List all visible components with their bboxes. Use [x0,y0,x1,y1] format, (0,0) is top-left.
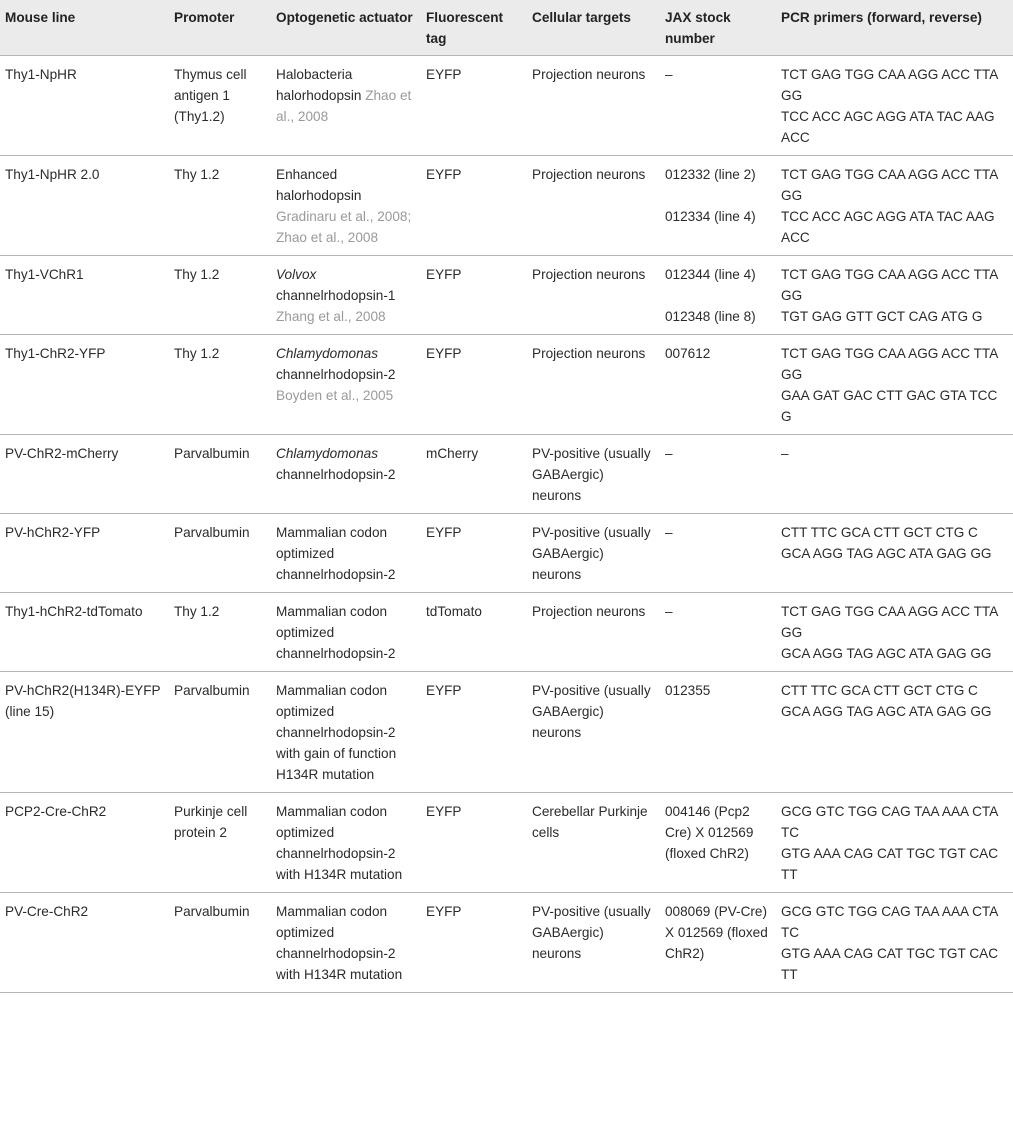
pcr-reverse-primer: GCA AGG TAG AGC ATA GAG GG [781,646,992,661]
jax-stock-number: 012355 [665,683,711,698]
cell-fluorescent-tag: EYFP [426,525,462,540]
actuator-reference: Zhao et al., 2008 [276,88,412,124]
jax-stock-number: – [665,446,673,461]
cell-actuator [271,435,421,514]
cell-actuator [271,672,421,793]
pcr-reverse-primer: TCC ACC AGC AGG ATA TAC AAG ACC [781,109,995,145]
actuator-name: Mammalian codon optimized channelrhodopsin-2 [276,525,396,582]
jax-stock-number: – [665,525,673,540]
cell-jax-stock [660,893,776,993]
table-row [0,335,1013,435]
cell-cellular-targets: Projection neurons [532,346,646,361]
cell-fluorescent-tag: EYFP [426,804,462,819]
cell-jax-stock [660,256,776,335]
cell-fluorescent-tag: EYFP [426,167,462,182]
actuator-name: channelrhodopsin-2 [276,367,396,382]
cell-fluorescent-tag: tdTomato [426,604,482,619]
pcr-forward-primer: TCT GAG TGG CAA AGG ACC TTA GG [781,604,998,640]
cell-cellular-targets: PV-positive (usually GABAergic) neurons [532,446,651,503]
header-promoter: Promoter [174,10,235,25]
cell-mouse-line: PCP2-Cre-ChR2 [5,804,107,819]
cell-fluorescent-tag: mCherry [426,446,479,461]
actuator-species: Volvox [276,267,317,282]
header-mouse-line: Mouse line [5,10,76,25]
pcr-forward-primer: GCG GTC TGG CAG TAA AAA CTA TC [781,804,998,840]
table-row [0,793,1013,893]
header-pcr-primers: PCR primers (forward, reverse) [781,10,982,25]
table-row [0,156,1013,256]
cell-actuator [271,593,421,672]
actuator-reference: Gradinaru et al., 2008; Zhao et al., 2008 [276,209,412,245]
pcr-reverse-primer: GTG AAA CAG CAT TGC TGT CAC TT [781,846,999,882]
cell-promoter: Thy 1.2 [174,167,220,182]
cell-fluorescent-tag: EYFP [426,346,462,361]
cell-cellular-targets: PV-positive (usually GABAergic) neurons [532,904,651,961]
table-row [0,514,1013,593]
cell-promoter: Parvalbumin [174,525,250,540]
cell-mouse-line: Thy1-ChR2-YFP [5,346,106,361]
cell-pcr-primers [776,256,1013,335]
cell-jax-stock [660,435,776,514]
cell-promoter: Thy 1.2 [174,346,220,361]
pcr-forward-primer: TCT GAG TGG CAA AGG ACC TTA GG [781,67,998,103]
cell-actuator [271,514,421,593]
cell-cellular-targets: Projection neurons [532,604,646,619]
actuator-name: channelrhodopsin-2 [276,467,396,482]
cell-promoter: Purkinje cell protein 2 [174,804,248,840]
pcr-forward-primer: TCT GAG TGG CAA AGG ACC TTA GG [781,346,998,382]
cell-cellular-targets: PV-positive (usually GABAergic) neurons [532,683,651,740]
cell-jax-stock [660,56,776,156]
actuator-reference: Boyden et al., 2005 [276,388,394,403]
jax-stock-number: 012344 (line 4) [665,267,756,282]
cell-fluorescent-tag: EYFP [426,904,462,919]
actuator-name: Halobacteria halorhodopsin [276,67,362,103]
table-row [0,56,1013,156]
cell-actuator [271,793,421,893]
pcr-reverse-primer: TGT GAG GTT GCT CAG ATG G [781,309,983,324]
jax-stock-number: 012334 (line 4) [665,209,756,224]
pcr-forward-primer: TCT GAG TGG CAA AGG ACC TTA GG [781,167,998,203]
cell-pcr-primers [776,514,1013,593]
header-jax-stock: JAX stock number [665,10,731,46]
actuator-name: Mammalian codon optimized channelrhodopsin-2 [276,604,396,661]
cell-mouse-line: PV-hChR2-YFP [5,525,101,540]
cell-promoter: Parvalbumin [174,683,250,698]
pcr-reverse-primer: GCA AGG TAG AGC ATA GAG GG [781,546,992,561]
pcr-reverse-primer: TCC ACC AGC AGG ATA TAC AAG ACC [781,209,995,245]
cell-mouse-line: PV-ChR2-mCherry [5,446,119,461]
cell-jax-stock [660,793,776,893]
table-row [0,435,1013,514]
pcr-reverse-primer: GTG AAA CAG CAT TGC TGT CAC TT [781,946,999,982]
cell-mouse-line: Thy1-VChR1 [5,267,84,282]
cell-pcr-primers [776,593,1013,672]
cell-fluorescent-tag: EYFP [426,683,462,698]
cell-actuator [271,56,421,156]
cell-promoter: Thy 1.2 [174,604,220,619]
cell-cellular-targets: PV-positive (usually GABAergic) neurons [532,525,651,582]
pcr-forward-primer: TCT GAG TGG CAA AGG ACC TTA GG [781,267,998,303]
cell-pcr-primers [776,56,1013,156]
table-row [0,893,1013,993]
cell-mouse-line: Thy1-NpHR 2.0 [5,167,100,182]
cell-promoter: Thy 1.2 [174,267,220,282]
pcr-forward-primer: CTT TTC GCA CTT GCT CTG C [781,525,978,540]
actuator-name: channelrhodopsin-1 [276,288,396,303]
cell-jax-stock [660,335,776,435]
jax-stock-number: 012332 (line 2) [665,167,756,182]
cell-jax-stock [660,672,776,793]
cell-pcr-primers [776,435,1013,514]
actuator-name: Mammalian codon optimized channelrhodopsin-2 with H134R mutation [276,904,403,982]
cell-promoter: Parvalbumin [174,904,250,919]
cell-mouse-line: PV-Cre-ChR2 [5,904,89,919]
pcr-forward-primer: CTT TTC GCA CTT GCT CTG C [781,683,978,698]
jax-stock-number: 012348 (line 8) [665,309,756,324]
header-actuator: Optogenetic actuator [276,10,413,25]
jax-stock-number: 008069 (PV-Cre) X 012569 (floxed ChR2) [665,904,768,961]
cell-jax-stock [660,514,776,593]
table-row [0,593,1013,672]
cell-cellular-targets: Projection neurons [532,67,646,82]
cell-pcr-primers [776,672,1013,793]
table-header-row [0,0,1013,56]
cell-fluorescent-tag: EYFP [426,67,462,82]
cell-mouse-line: Thy1-NpHR [5,67,77,82]
cell-mouse-line: Thy1-hChR2-tdTomato [5,604,143,619]
cell-promoter: Thymus cell antigen 1 (Thy1.2) [174,67,247,124]
cell-actuator [271,156,421,256]
actuator-name: Mammalian codon optimized channelrhodopsin-2 with gain of function H134R mutation [276,683,397,782]
cell-pcr-primers [776,793,1013,893]
cell-mouse-line: PV-hChR2(H134R)-EYFP (line 15) [5,683,161,719]
cell-cellular-targets: Cerebellar Purkinje cells [532,804,648,840]
header-fluorescent-tag: Fluorescent tag [426,10,504,46]
actuator-species: Chlamydomonas [276,446,378,461]
jax-stock-number: 007612 [665,346,711,361]
cell-pcr-primers [776,335,1013,435]
jax-stock-number: – [665,67,673,82]
cell-pcr-primers [776,156,1013,256]
cell-actuator [271,335,421,435]
actuator-name: Enhanced halorhodopsin [276,167,362,203]
header-cellular-targets: Cellular targets [532,10,631,25]
pcr-reverse-primer: GCA AGG TAG AGC ATA GAG GG [781,704,992,719]
pcr-forward-primer: GCG GTC TGG CAG TAA AAA CTA TC [781,904,998,940]
cell-promoter: Parvalbumin [174,446,250,461]
pcr-reverse-primer: GAA GAT GAC CTT GAC GTA TCC G [781,388,998,424]
cell-actuator [271,893,421,993]
actuator-species: Chlamydomonas [276,346,378,361]
table-row [0,672,1013,793]
jax-stock-number: 004146 (Pcp2 Cre) X 012569 (floxed ChR2) [665,804,754,861]
cell-pcr-primers [776,893,1013,993]
cell-fluorescent-tag: EYFP [426,267,462,282]
cell-actuator [271,256,421,335]
cell-jax-stock [660,593,776,672]
jax-stock-number: – [665,604,673,619]
actuator-reference: Zhang et al., 2008 [276,309,386,324]
cell-cellular-targets: Projection neurons [532,167,646,182]
table-row [0,256,1013,335]
cell-jax-stock [660,156,776,256]
actuator-name: Mammalian codon optimized channelrhodopsin-2 with H134R mutation [276,804,403,882]
pcr-forward-primer: – [781,446,789,461]
cell-cellular-targets: Projection neurons [532,267,646,282]
